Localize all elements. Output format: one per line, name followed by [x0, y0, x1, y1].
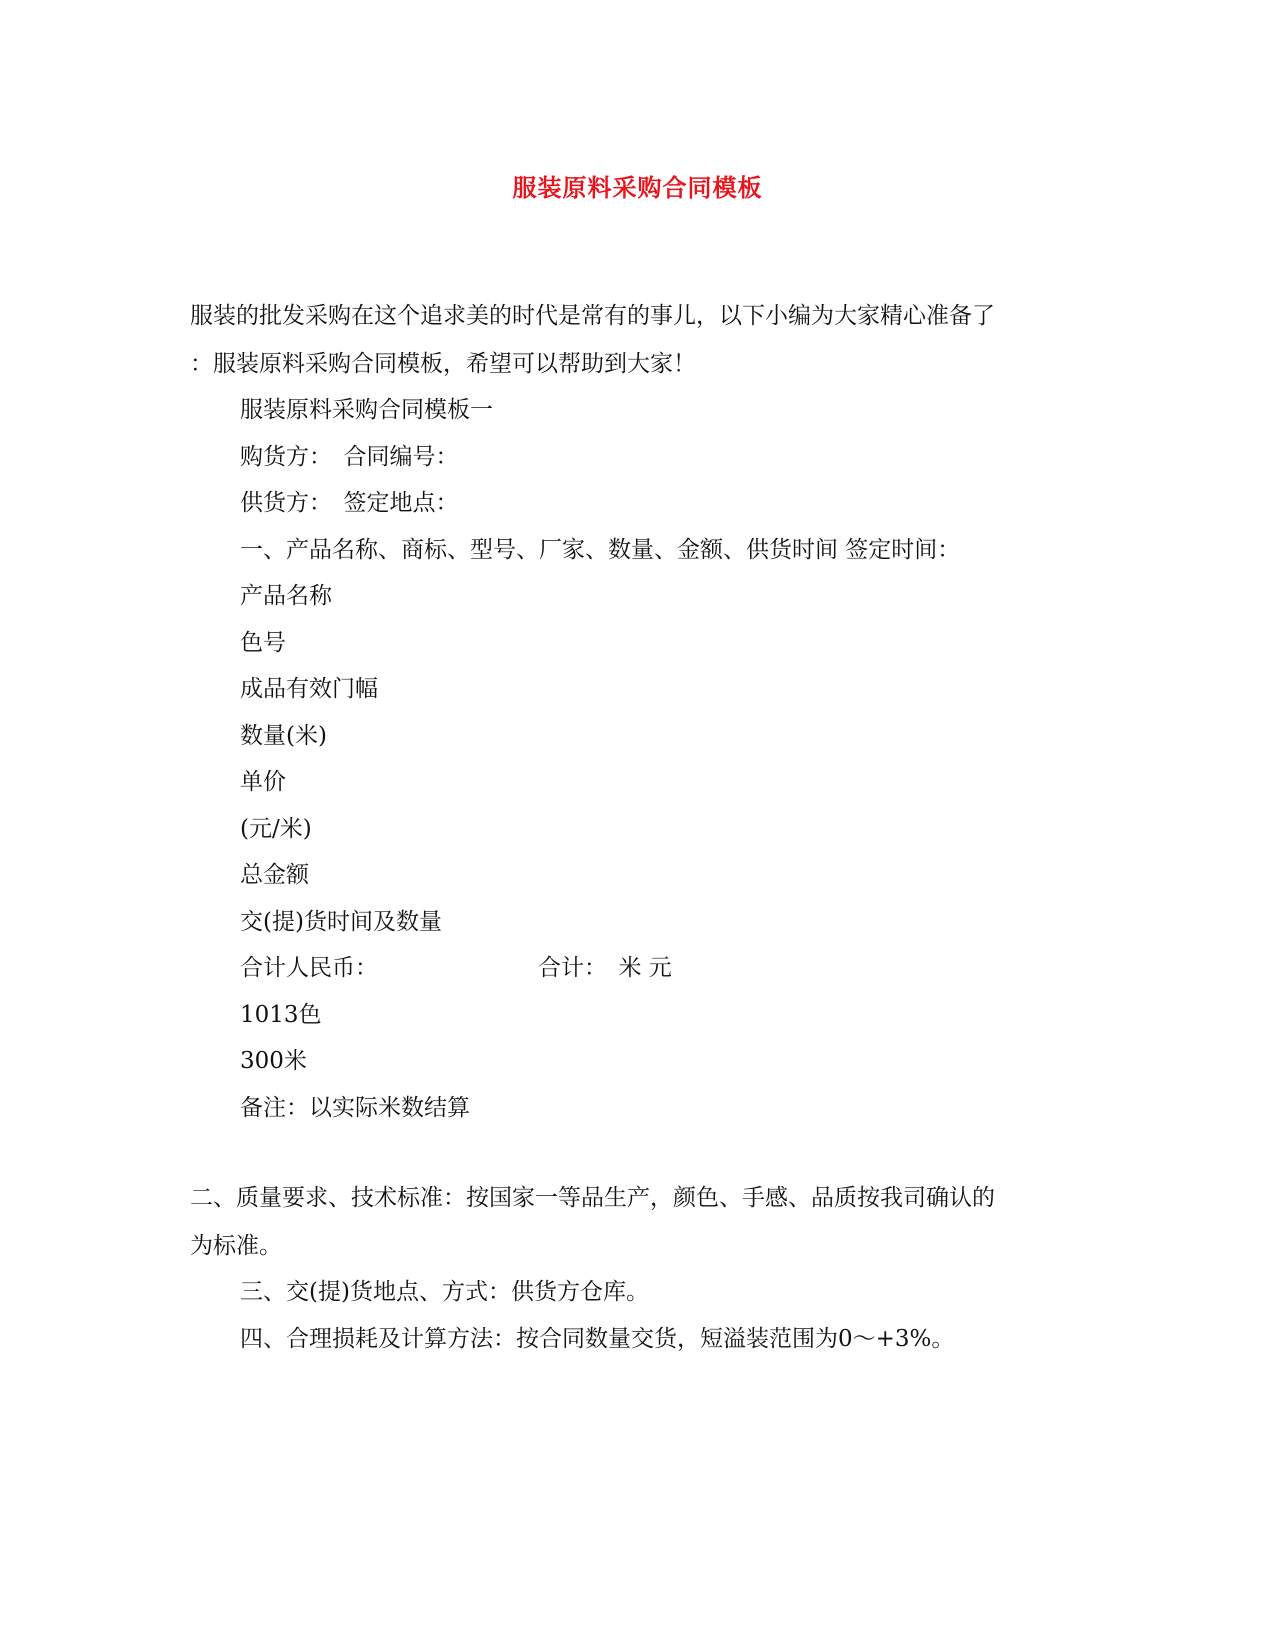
total-rmb-label: 合计人民币： [240, 955, 378, 981]
clause-1: 一、产品名称、商标、型号、厂家、数量、金额、供货时间 签定时间： [240, 537, 961, 563]
remark-line: 备注：以实际米数结算 [240, 1095, 470, 1121]
buyer-line: 购货方： 合同编号： [240, 444, 459, 470]
field-color-number: 色号 [240, 630, 286, 656]
field-quantity: 数量(米) [240, 723, 327, 749]
intro-line-2: ：服装原料采购合同模板，希望可以帮助到大家！ [190, 351, 696, 377]
total-line [240, 944, 1120, 992]
clause-2-line-1: 二、质量要求、技术标准：按国家一等品生产，颜色、手感、品质按我司确认的 [190, 1185, 995, 1211]
field-product-name: 产品名称 [240, 583, 332, 609]
template-heading: 服装原料采购合同模板一 [240, 397, 493, 423]
meter-value: 300米 [240, 1048, 307, 1074]
total-sum-label: 合计： 米 元 [538, 955, 672, 981]
field-unit-price-unit: (元/米) [240, 816, 312, 842]
field-unit-price: 单价 [240, 769, 286, 795]
field-delivery-time: 交(提)货时间及数量 [240, 909, 442, 935]
field-total-amount: 总金额 [240, 862, 309, 888]
field-width: 成品有效门幅 [240, 676, 378, 702]
document-title: 服装原料采购合同模板 [512, 173, 763, 202]
supplier-line: 供货方： 签定地点： [240, 490, 459, 516]
clause-4: 四、合理损耗及计算方法：按合同数量交货，短溢装范围为0～+3%。 [240, 1326, 955, 1352]
color-value: 1013色 [240, 1002, 322, 1028]
intro-line-1: 服装的批发采购在这个追求美的时代是常有的事儿，以下小编为大家精心准备了 [190, 303, 995, 329]
clause-3: 三、交(提)货地点、方式：供货方仓库。 [240, 1279, 649, 1305]
clause-2-line-2: 为标准。 [190, 1233, 282, 1259]
